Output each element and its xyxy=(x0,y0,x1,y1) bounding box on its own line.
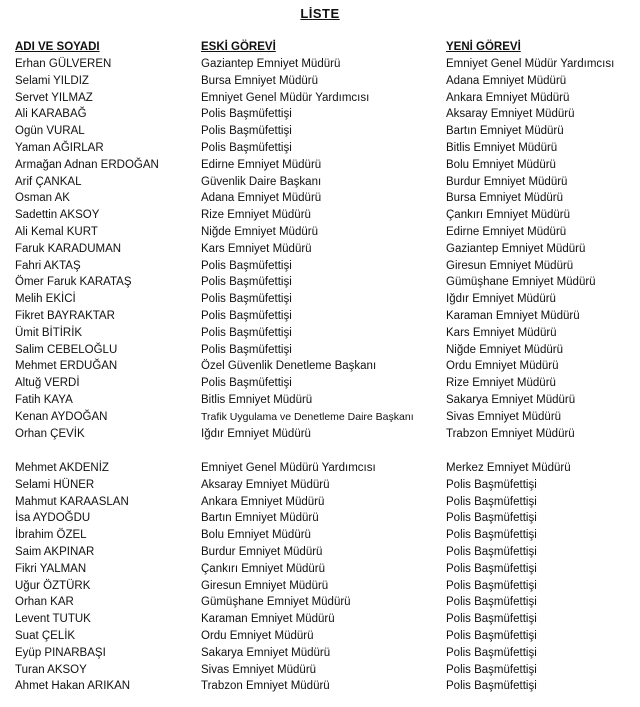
list-row xyxy=(0,561,640,578)
list-row xyxy=(0,274,640,291)
person-name: Yaman AĞIRLAR xyxy=(15,142,104,154)
new-duty: Sivas Emniyet Müdürü xyxy=(446,410,562,423)
old-duty: Gümüşhane Emniyet Müdürü xyxy=(201,596,351,609)
old-duty: Polis Başmüfettişi xyxy=(201,276,292,289)
person-name: Ogün VURAL xyxy=(15,125,85,138)
old-duty: Polis Başmüfettişi xyxy=(201,125,292,138)
old-duty: Sivas Emniyet Müdürü xyxy=(201,663,317,676)
old-duty: Polis Başmüfettişi xyxy=(201,326,292,339)
new-duty: Çankırı Emniyet Müdürü xyxy=(446,209,570,222)
list-row xyxy=(0,325,640,342)
old-duty: Bitlis Emniyet Müdürü xyxy=(201,394,313,406)
old-duty: Sakarya Emniyet Müdürü xyxy=(201,646,331,659)
list-row xyxy=(0,73,640,90)
old-duty: Emniyet Genel Müdürü Yardımcısı xyxy=(201,462,376,474)
list-row xyxy=(0,375,640,392)
list-row xyxy=(0,611,640,628)
list-row xyxy=(0,594,640,611)
old-duty: Niğde Emniyet Müdürü xyxy=(201,226,318,238)
old-duty: Trabzon Emniyet Müdürü xyxy=(201,680,330,693)
person-name: Mahmut KARAASLAN xyxy=(15,495,129,508)
new-duty: Gümüşhane Emniyet Müdürü xyxy=(446,276,596,289)
list-row xyxy=(0,106,640,123)
header-new-duty: YENİ GÖREVİ xyxy=(446,41,521,53)
list-row xyxy=(0,494,640,511)
new-duty: Giresun Emniyet Müdürü xyxy=(446,259,574,272)
header-name: ADI VE SOYADI xyxy=(15,41,100,53)
old-duty: Bolu Emniyet Müdürü xyxy=(201,529,311,542)
person-name: Mehmet AKDENİZ xyxy=(15,462,109,474)
list-row xyxy=(0,662,640,679)
new-duty: Bitlis Emniyet Müdürü xyxy=(446,142,558,154)
old-duty: Aksaray Emniyet Müdürü xyxy=(201,478,330,491)
list-row xyxy=(0,140,640,157)
person-name: Servet YILMAZ xyxy=(15,91,93,104)
old-duty: Trafik Uygulama ve Denetleme Daire Başkanı xyxy=(201,410,414,423)
new-duty: Gaziantep Emniyet Müdürü xyxy=(446,242,586,255)
list-row xyxy=(0,544,640,561)
person-name: Orhan ÇEVİK xyxy=(15,427,85,440)
old-duty: Adana Emniyet Müdürü xyxy=(201,192,322,205)
list-row xyxy=(0,174,640,191)
new-duty: Edirne Emniyet Müdürü xyxy=(446,226,567,238)
person-name: Saim AKPINAR xyxy=(15,546,95,558)
person-name: Selami HÜNER xyxy=(15,478,95,491)
header-old-duty: ESKİ GÖREVİ xyxy=(201,41,276,53)
list-row xyxy=(0,358,640,375)
person-name: Levent TUTUK xyxy=(15,613,91,626)
list-row xyxy=(0,190,640,207)
old-duty: Polis Başmüfettişi xyxy=(201,259,292,272)
person-name: Sadettin AKSOY xyxy=(15,209,100,222)
new-duty: Trabzon Emniyet Müdürü xyxy=(446,427,575,440)
list-row xyxy=(0,308,640,325)
new-duty: Ordu Emniyet Müdürü xyxy=(446,360,559,373)
list-row xyxy=(0,392,640,409)
new-duty: Polis Başmüfettişi xyxy=(446,613,537,626)
person-name: Fikret BAYRAKTAR xyxy=(15,310,115,322)
new-duty: Polis Başmüfettişi xyxy=(446,546,537,558)
person-name: Ahmet Hakan ARIKAN xyxy=(15,680,131,693)
old-duty: Rize Emniyet Müdürü xyxy=(201,209,311,222)
new-duty: Polis Başmüfettişi xyxy=(446,663,537,676)
person-name: Kenan AYDOĞAN xyxy=(15,410,108,423)
person-name: Orhan KAR xyxy=(15,596,74,609)
new-duty: Polis Başmüfettişi xyxy=(446,630,537,642)
list-row xyxy=(0,628,640,645)
old-duty: Karaman Emniyet Müdürü xyxy=(201,613,335,626)
old-duty: Polis Başmüfettişi xyxy=(201,293,292,306)
new-duty: Bartın Emniyet Müdürü xyxy=(446,125,564,138)
old-duty: Giresun Emniyet Müdürü xyxy=(201,579,329,592)
old-duty: Polis Başmüfettişi xyxy=(201,108,292,121)
list-row xyxy=(0,645,640,662)
new-duty: Polis Başmüfettişi xyxy=(446,512,537,525)
new-duty: Polis Başmüfettişi xyxy=(446,596,537,609)
old-duty: Çankırı Emniyet Müdürü xyxy=(201,562,325,575)
list-row xyxy=(0,207,640,224)
old-duty: Bartın Emniyet Müdürü xyxy=(201,512,319,525)
list-row xyxy=(0,224,640,241)
person-name: Faruk KARADUMAN xyxy=(15,242,122,255)
list-row xyxy=(0,460,640,477)
new-duty: Karaman Emniyet Müdürü xyxy=(446,310,580,322)
list-row xyxy=(0,241,640,258)
new-duty: Ankara Emniyet Müdürü xyxy=(446,91,570,104)
new-duty: Adana Emniyet Müdürü xyxy=(446,74,567,87)
person-name: Altuğ VERDİ xyxy=(15,377,80,390)
person-name: Eyüp PINARBAŞI xyxy=(15,646,106,659)
list-row xyxy=(0,578,640,595)
new-duty: Polis Başmüfettişi xyxy=(446,529,537,542)
old-duty: Güvenlik Daire Başkanı xyxy=(201,175,322,188)
new-duty: Polis Başmüfettişi xyxy=(446,579,537,592)
old-duty: Polis Başmüfettişi xyxy=(201,343,292,356)
list-row xyxy=(0,477,640,494)
page-title: LİSTE xyxy=(300,6,340,21)
list-row xyxy=(0,342,640,359)
list-row xyxy=(0,90,640,107)
person-name: Arif ÇANKAL xyxy=(15,175,82,188)
person-name: Osman AK xyxy=(15,192,70,205)
person-name: Ali KARABAĞ xyxy=(15,108,87,121)
list-row xyxy=(0,510,640,527)
old-duty: Edirne Emniyet Müdürü xyxy=(201,158,322,171)
new-duty: Bursa Emniyet Müdürü xyxy=(446,192,563,205)
person-name: Turan AKSOY xyxy=(15,663,87,676)
person-name: Fahri AKTAŞ xyxy=(15,259,81,272)
person-name: İsa AYDOĞDU xyxy=(15,512,91,525)
person-name: Salim CEBELOĞLU xyxy=(15,343,118,356)
old-duty: Özel Güvenlik Denetleme Başkanı xyxy=(201,360,377,373)
new-duty: Polis Başmüfettişi xyxy=(446,562,537,575)
person-name: İbrahim ÖZEL xyxy=(15,529,87,542)
new-duty: Kars Emniyet Müdürü xyxy=(446,326,557,339)
list-row xyxy=(0,56,640,73)
new-duty: Polis Başmüfettişi xyxy=(446,680,537,693)
new-duty: Polis Başmüfettişi xyxy=(446,646,537,659)
person-name: Mehmet ERDUĞAN xyxy=(15,360,118,373)
person-name: Ümit BİTİRİK xyxy=(15,326,83,339)
person-name: Selami YILDIZ xyxy=(15,74,89,87)
person-name: Suat ÇELİK xyxy=(15,630,76,642)
column-headers xyxy=(0,39,640,56)
new-duty: Burdur Emniyet Müdürü xyxy=(446,175,568,188)
list-row xyxy=(0,409,640,426)
person-name: Erhan GÜLVEREN xyxy=(15,58,112,70)
new-duty: Aksaray Emniyet Müdürü xyxy=(446,108,575,121)
new-duty: Bolu Emniyet Müdürü xyxy=(446,158,556,171)
old-duty: Gaziantep Emniyet Müdürü xyxy=(201,58,341,70)
new-duty: Sakarya Emniyet Müdürü xyxy=(446,394,576,406)
person-name: Fikri YALMAN xyxy=(15,562,87,575)
new-duty: Niğde Emniyet Müdürü xyxy=(446,343,563,356)
list-row xyxy=(0,426,640,443)
list-row xyxy=(0,258,640,275)
old-duty: Bursa Emniyet Müdürü xyxy=(201,74,318,87)
list-row xyxy=(0,527,640,544)
person-name: Armağan Adnan ERDOĞAN xyxy=(15,158,159,171)
new-duty: Rize Emniyet Müdürü xyxy=(446,377,556,390)
old-duty: Kars Emniyet Müdürü xyxy=(201,242,312,255)
person-name: Fatih KAYA xyxy=(15,394,73,406)
list-row xyxy=(0,678,640,695)
list-row xyxy=(0,291,640,308)
new-duty: Merkez Emniyet Müdürü xyxy=(446,462,571,474)
old-duty: Iğdır Emniyet Müdürü xyxy=(201,427,311,440)
person-name: Ömer Faruk KARATAŞ xyxy=(15,276,132,289)
new-duty: Iğdır Emniyet Müdürü xyxy=(446,293,556,306)
new-duty: Emniyet Genel Müdür Yardımcısı xyxy=(446,58,615,70)
old-duty: Polis Başmüfettişi xyxy=(201,377,292,390)
list-row xyxy=(0,123,640,140)
new-duty: Polis Başmüfettişi xyxy=(446,478,537,491)
person-name: Uğur ÖZTÜRK xyxy=(15,579,91,592)
person-name: Melih EKİCİ xyxy=(15,293,76,306)
old-duty: Emniyet Genel Müdür Yardımcısı xyxy=(201,91,370,104)
list-row xyxy=(0,157,640,174)
new-duty: Polis Başmüfettişi xyxy=(446,495,537,508)
old-duty: Ankara Emniyet Müdürü xyxy=(201,495,325,508)
old-duty: Polis Başmüfettişi xyxy=(201,142,292,154)
old-duty: Polis Başmüfettişi xyxy=(201,310,292,322)
person-name: Ali Kemal KURT xyxy=(15,226,98,238)
old-duty: Ordu Emniyet Müdürü xyxy=(201,630,314,642)
old-duty: Burdur Emniyet Müdürü xyxy=(201,546,323,558)
